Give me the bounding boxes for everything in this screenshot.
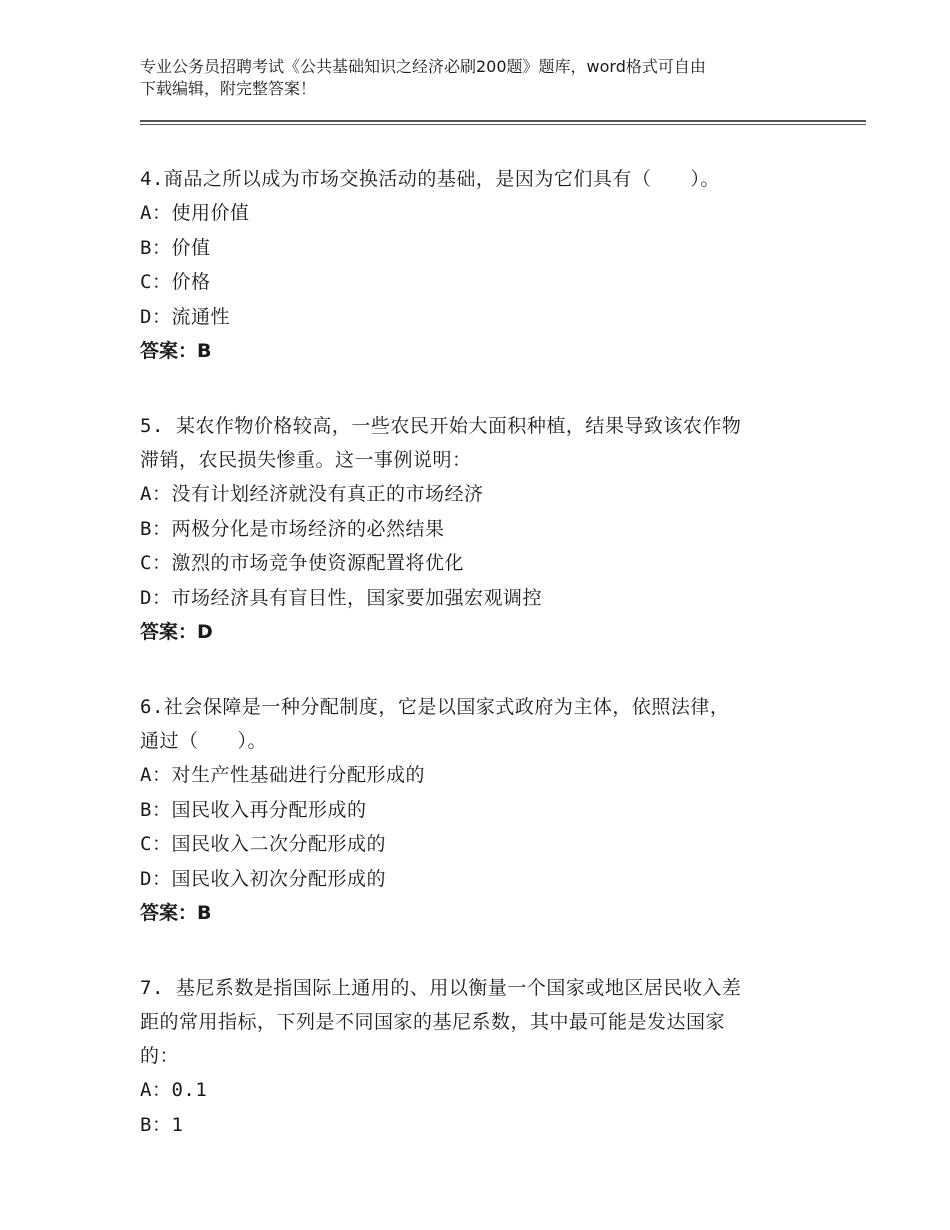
option-c: C：国民收入二次分配形成的 (140, 833, 386, 855)
header-divider (140, 120, 866, 125)
question-stem: 通过（ ）。 (140, 730, 268, 752)
option-b: B：1 (140, 1113, 184, 1136)
option-c: C：价格 (140, 271, 211, 293)
answer-line (140, 334, 840, 368)
option-c: C：激烈的市场竞争使资源配置将优化 (140, 552, 464, 574)
option-a: A：没有计划经济就没有真正的市场经济 (140, 483, 484, 505)
option-b: B：国民收入再分配形成的 (140, 798, 367, 821)
question-stem: 4.商品之所以成为市场交换活动的基础，是因为它们具有（ ）。 (140, 168, 720, 190)
answer-label: 答案： (140, 621, 198, 643)
document-header (140, 56, 820, 100)
question-6 (140, 690, 840, 930)
option-b: B：两极分化是市场经济的必然结果 (140, 517, 445, 540)
option-b: B：价值 (140, 236, 211, 259)
question-7 (140, 971, 840, 1142)
answer-line (140, 615, 840, 649)
question-stem: 7. 基尼系数是指国际上通用的、用以衡量一个国家或地区居民收入差 (140, 977, 742, 999)
question-stem: 的： (140, 1045, 180, 1067)
option-a: A：对生产性基础进行分配形成的 (140, 764, 425, 786)
header-line-2: 下载编辑，附完整答案！ (140, 79, 317, 98)
option-d: D：流通性 (140, 305, 230, 328)
question-4 (140, 162, 840, 368)
option-d: D：市场经济具有盲目性，国家要加强宏观调控 (140, 586, 542, 609)
answer-value: B (197, 902, 212, 924)
question-stem: 5. 某农作物价格较高，一些农民开始大面积种植，结果导致该农作物 (140, 415, 742, 437)
header-line-1: 专业公务员招聘考试《公共基础知识之经济必刷200题》题库，word格式可自由 (140, 57, 706, 76)
question-5 (140, 409, 840, 649)
answer-value: D (197, 621, 213, 643)
option-a: A：使用价值 (140, 202, 250, 224)
question-list (140, 162, 840, 1183)
answer-label: 答案： (140, 340, 198, 362)
answer-value: B (197, 340, 212, 362)
question-stem: 距的常用指标，下列是不同国家的基尼系数，其中最可能是发达国家 (140, 1011, 726, 1033)
answer-label: 答案： (140, 902, 198, 924)
option-a: A：0.1 (140, 1079, 208, 1101)
question-stem: 滞销，农民损失惨重。这一事例说明： (140, 449, 472, 471)
answer-line (140, 896, 840, 930)
question-stem: 6.社会保障是一种分配制度，它是以国家式政府为主体，依照法律， (140, 696, 730, 718)
option-d: D：国民收入初次分配形成的 (140, 867, 386, 890)
